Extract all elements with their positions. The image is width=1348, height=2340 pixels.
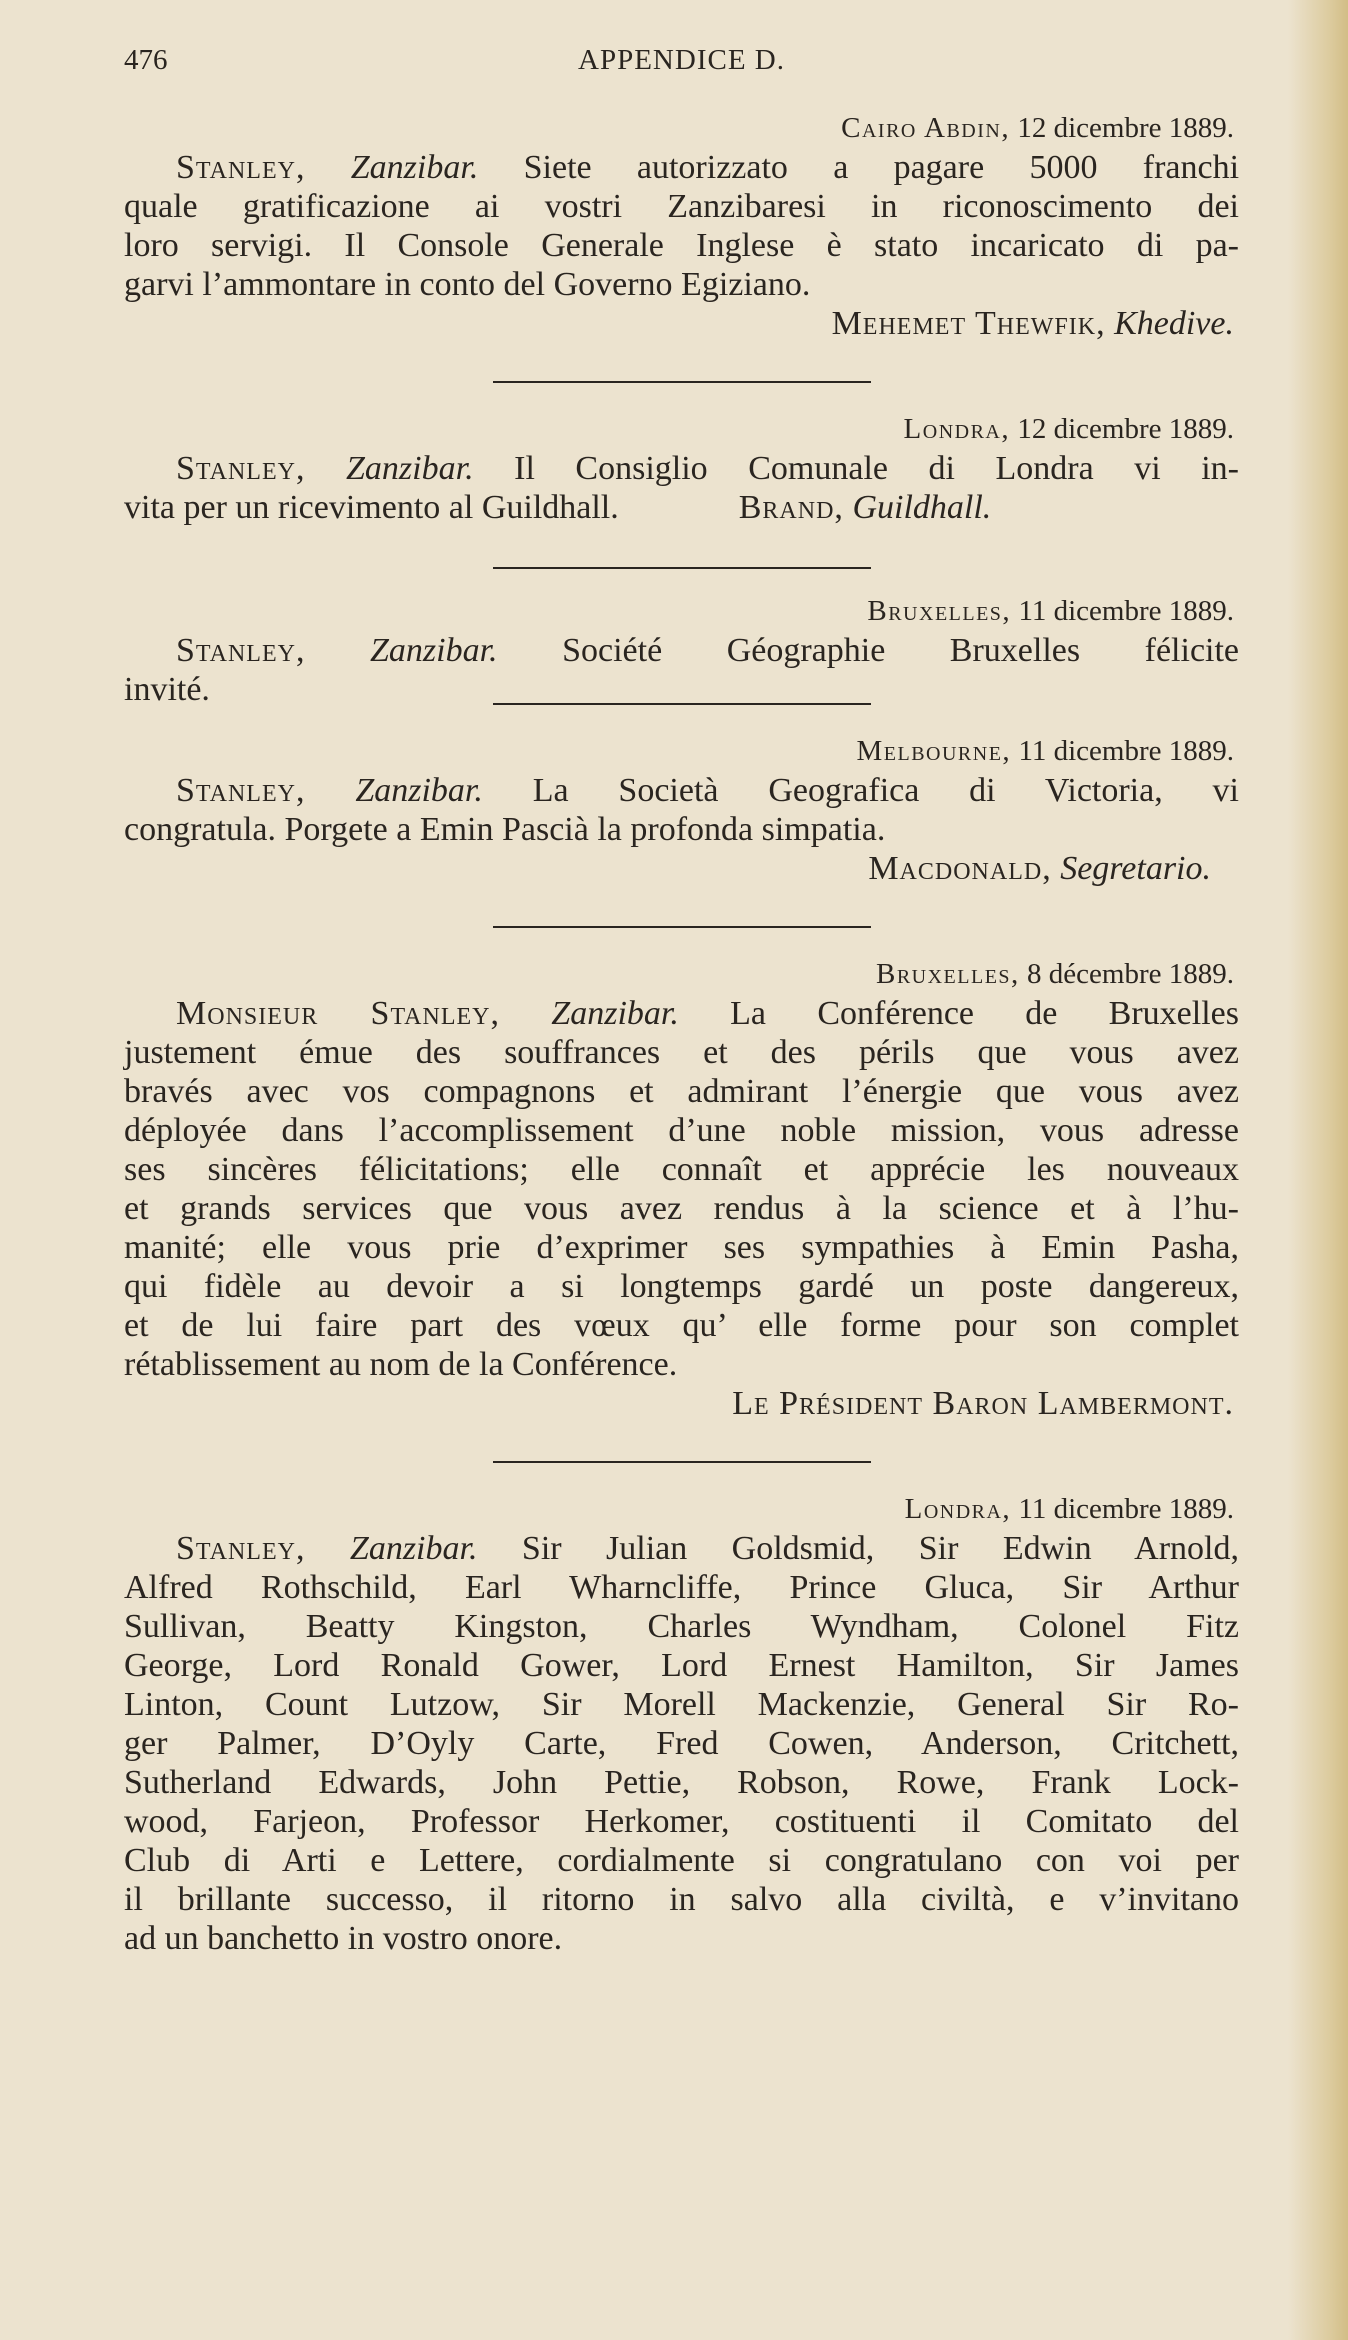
addressee: Stanley, [176,450,306,487]
telegram-entry [124,954,1239,1423]
body-line: ses sincères félicitations; elle connaît et apprécie les nouveaux [124,1151,1239,1188]
telegram-body [124,994,1239,1384]
telegram-entry [124,108,1239,343]
dateline-city: Londra, [903,413,1011,445]
body-line: Club di Arti e Lettere, cordialmente si congratulano con voi per [124,1842,1239,1879]
body-line: Siete autorizzato a pagare 5000 franchi [523,149,1240,186]
dateline [124,954,1239,994]
page-header [124,30,1239,80]
dateline [124,409,1239,449]
telegram-body [124,449,1239,527]
dateline-date: 11 dicembre 1889. [1018,1493,1234,1525]
telegram-body [124,148,1239,304]
body-line: justement émue des souffrances et des périls que vous avez [124,1034,1239,1071]
location: Zanzibar. [349,1530,478,1567]
signature [124,849,1239,888]
body-line: La Conférence de Bruxelles [730,995,1239,1032]
body-line: bravés avec vos compagnons et admirant l’énergie que vous avez [124,1073,1239,1110]
signature-title: Segretario. [1060,850,1211,887]
signature-title: Khedive. [1114,305,1234,342]
body-line: ger Palmer, D’Oyly Carte, Fred Cowen, Anderson, Critchett, [124,1725,1239,1762]
body-line: loro servigi. Il Console Generale Inglese è stato incaricato di pa- [124,227,1239,264]
location: Zanzibar. [551,995,679,1032]
page-edge [1288,0,1348,2340]
telegram-entry [124,409,1239,527]
dateline [124,108,1239,148]
telegram-body [124,771,1239,849]
dateline [124,731,1239,771]
separator-rule [493,381,871,383]
signature [124,304,1239,343]
signature-name: Le Président Baron Lambermont. [732,1385,1234,1422]
dateline-date: 8 décembre 1889. [1027,958,1234,990]
signature-name: Macdonald, [868,850,1052,887]
body-line: manité; elle vous prie d’exprimer ses sympathies à Emin Pasha, [124,1229,1239,1266]
running-title: APPENDICE D. [578,44,785,76]
separator-rule [493,567,871,569]
addressee: Stanley, [176,1530,306,1567]
dateline-city: Melbourne, [856,735,1012,767]
addressee: Monsieur Stanley, [176,995,500,1032]
body-line: George, Lord Ronald Gower, Lord Ernest Hamilton, Sir James [124,1647,1239,1684]
dateline-city: Londra, [904,1493,1012,1525]
body-line: Sir Julian Goldsmid, Sir Edwin Arnold, [521,1530,1239,1567]
body-line: quale gratificazione ai vostri Zanzibaresi in riconoscimento dei [124,188,1239,225]
signature-title: Guildhall. [852,489,992,526]
body-line: rétablissement au nom de la Conférence. [124,1346,678,1383]
location: Zanzibar. [370,632,498,669]
dateline [124,1489,1239,1529]
body-line: Sutherland Edwards, John Pettie, Robson, Rowe, Frank Lock- [124,1764,1239,1801]
body-line: Linton, Count Lutzow, Sir Morell Mackenzie, General Sir Ro- [124,1686,1239,1723]
separator-rule [493,926,871,928]
body-line: et grands services que vous avez rendus à la science et à l’hu- [124,1190,1239,1227]
body-line: Alfred Rothschild, Earl Wharncliffe, Prince Gluca, Sir Arthur [124,1569,1239,1606]
body-line: Il Consiglio Comunale di Londra vi in- [514,450,1239,487]
addressee: Stanley, [176,632,306,669]
location: Zanzibar. [346,450,474,487]
signature-name: Brand, [738,489,844,526]
body-line: qui fidèle au devoir a si longtemps gardé un poste dangereux, [124,1268,1239,1305]
dateline-city: Bruxelles, [875,958,1020,990]
location: Zanzibar. [355,772,483,809]
telegram-body [124,631,1239,709]
body-line: vita per un ricevimento al Guildhall. [124,489,619,526]
body-line: congratula. Porgete a Emin Pascià la profonda simpatia. [124,811,886,848]
location: Zanzibar. [350,149,479,186]
addressee: Stanley, [176,772,306,809]
dateline-date: 11 dicembre 1889. [1018,595,1234,627]
body-line: il brillante successo, il ritorno in salvo alla civiltà, e v’invitano [124,1881,1239,1918]
page-number: 476 [124,44,168,76]
dateline-city: Bruxelles, [867,595,1012,627]
separator-rule [493,1461,871,1463]
body-line: wood, Farjeon, Professor Herkomer, costituenti il Comitato del [124,1803,1239,1840]
body-line: Sullivan, Beatty Kingston, Charles Wyndham, Colonel Fitz [124,1608,1239,1645]
addressee: Stanley, [176,149,306,186]
dateline-date: 11 dicembre 1889. [1018,735,1234,767]
body-line: déployée dans l’accomplissement d’une noble mission, vous adresse [124,1112,1239,1149]
telegram-entry [124,591,1239,709]
signature-name: Mehemet Thewfik, [831,305,1106,342]
body-line: Société Géographie Bruxelles félicite [562,632,1240,669]
body-line: invité. [124,671,210,708]
body-line: La Società Geografica di Victoria, vi [532,772,1240,809]
dateline [124,591,1239,631]
dateline-date: 12 dicembre 1889. [1017,413,1234,445]
body-line: et de lui faire part des vœux qu’ elle forme pour son complet [124,1307,1239,1344]
body-line: ad un banchetto in vostro onore. [124,1920,563,1957]
body-line: garvi l’ammontare in conto del Governo Egiziano. [124,266,811,303]
dateline-date: 12 dicembre 1889. [1017,112,1234,144]
telegram-entry [124,731,1239,888]
telegram-entry [124,1489,1239,1958]
telegram-body [124,1529,1239,1958]
dateline-city: Cairo Abdin, [841,112,1011,144]
book-page [124,30,1239,1958]
